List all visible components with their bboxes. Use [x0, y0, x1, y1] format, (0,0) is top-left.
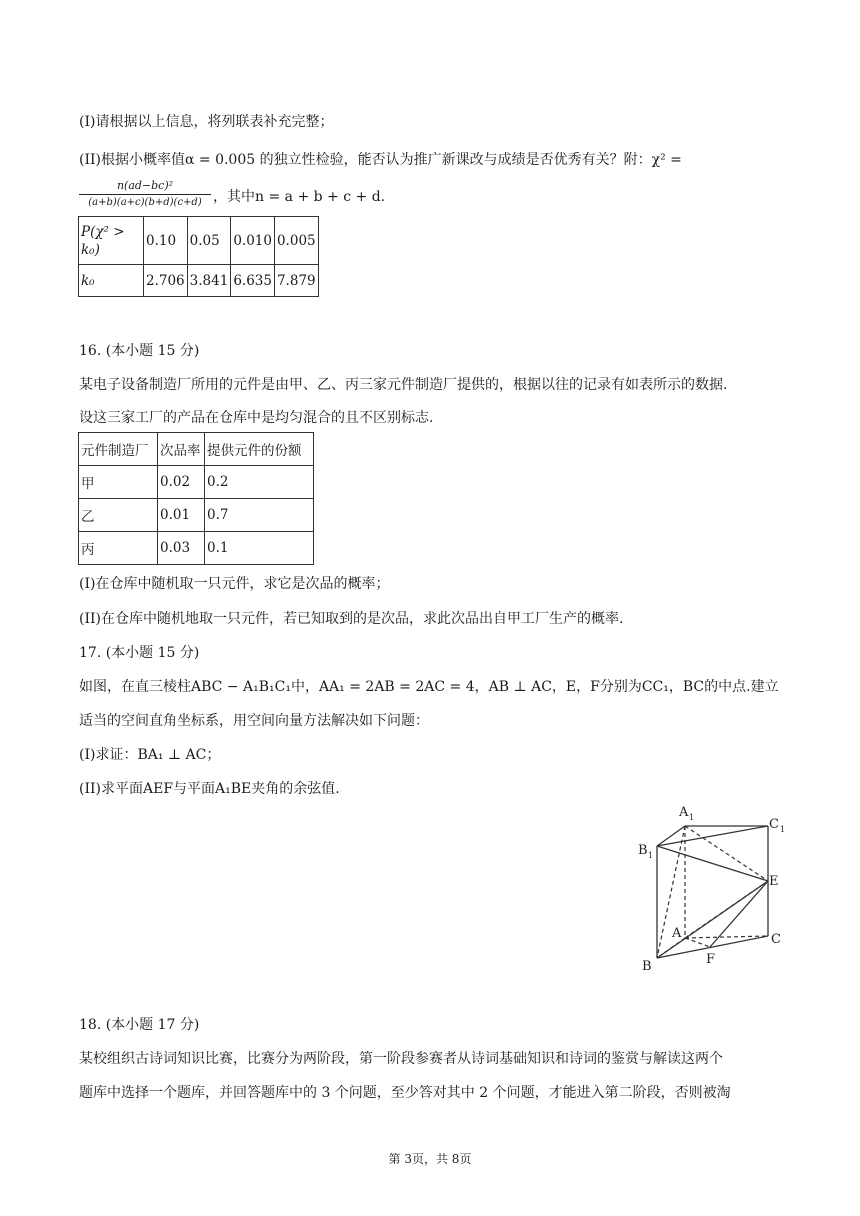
label-E: E: [769, 874, 779, 889]
chi-square-formula: [79, 179, 211, 209]
label-A1: A: [679, 805, 689, 820]
label-sub: 1: [648, 851, 654, 860]
q18-heading: 18. (本小题 17 分): [79, 1017, 200, 1033]
label-C: C: [771, 932, 781, 947]
label-A: A: [672, 926, 682, 941]
q16-para2: 设这三家工厂的产品在仓库中是均匀混合的且不区别标志.: [79, 410, 434, 426]
prism-figure: [632, 798, 792, 978]
q16-part1: (I)在仓库中随机取一只元件，求它是次品的概率；: [79, 576, 390, 592]
q17-para2: 适当的空间直角坐标系，用空间向量方法解决如下问题：: [79, 713, 429, 729]
table-header: 提供元件的份额: [205, 433, 314, 466]
q15-part1: (I)请根据以上信息，将列联表补充完整；: [79, 114, 334, 130]
table-cell: 0.02: [158, 466, 205, 499]
table-header: 次品率: [158, 433, 205, 466]
chi-square-table: [78, 216, 319, 297]
table-cell: 0.01: [158, 499, 205, 532]
q17-part2: (II)求平面AEF与平面A₁BE夹角的余弦值.: [79, 781, 340, 797]
k-header: k₀: [79, 265, 144, 297]
table-cell: 0.03: [158, 532, 205, 565]
formula-tail: ，其中n = a + b + c + d.: [213, 189, 386, 205]
q18-para1: 某校组织古诗词知识比赛，比赛分为两阶段，第一阶段参赛者从诗词基础知识和诗词的鉴赏与解读这两个: [79, 1051, 723, 1067]
k-value: 3.841: [187, 265, 231, 297]
q17-heading: 17. (本小题 15 分): [79, 645, 200, 661]
formula-denominator: (a+b)(a+c)(b+d)(c+d): [88, 197, 202, 208]
q16-heading: 16. (本小题 15 分): [79, 343, 200, 359]
table-cell: 丙: [79, 532, 158, 565]
formula-numerator: n(ad−bc)²: [116, 179, 174, 192]
q17-para1: 如图，在直三棱柱ABC − A₁B₁C₁中，AA₁ = 2AB = 2AC = 4，AB ⊥ AC，E，F分别为CC₁，BC的中点.建立: [79, 679, 779, 695]
label-F: F: [706, 952, 716, 967]
k-value: 7.879: [274, 265, 318, 297]
q17-part1: (I)求证：BA₁ ⊥ AC；: [79, 747, 221, 763]
label-B: B: [642, 959, 652, 974]
label-sub: 1: [780, 825, 786, 834]
table-cell: 乙: [79, 499, 158, 532]
table-cell: 0.7: [205, 499, 314, 532]
label-sub: 1: [689, 813, 695, 822]
supplier-table: [78, 432, 314, 565]
q15-part2: (II)根据小概率值α = 0.005 的独立性检验，能否认为推广新课改与成绩是否优秀有关？附：χ² =: [79, 152, 682, 168]
table-cell: 甲: [79, 466, 158, 499]
p-header: P(χ² > k₀): [79, 217, 144, 265]
label-B1: B: [638, 843, 648, 858]
page-footer: 第 3页，共 8页: [388, 1152, 472, 1166]
table-header: 元件制造厂: [79, 433, 158, 466]
p-value: 0.10: [144, 217, 188, 265]
p-value: 0.010: [231, 217, 275, 265]
q18-para2: 题库中选择一个题库，并回答题库中的 3 个问题，至少答对其中 2 个问题，才能进入第二阶段，否则被淘: [79, 1085, 731, 1101]
q16-para1: 某电子设备制造厂所用的元件是由甲、乙、丙三家元件制造厂提供的，根据以往的记录有如表所示的数据.: [79, 377, 728, 393]
p-value: 0.005: [274, 217, 318, 265]
k-value: 2.706: [144, 265, 188, 297]
table-cell: 0.2: [205, 466, 314, 499]
table-cell: 0.1: [205, 532, 314, 565]
q16-part2: (II)在仓库中随机地取一只元件，若已知取到的是次品，求此次品出自甲工厂生产的概率.: [79, 611, 624, 627]
label-C1: C: [769, 817, 779, 832]
k-value: 6.635: [231, 265, 275, 297]
p-value: 0.05: [187, 217, 231, 265]
